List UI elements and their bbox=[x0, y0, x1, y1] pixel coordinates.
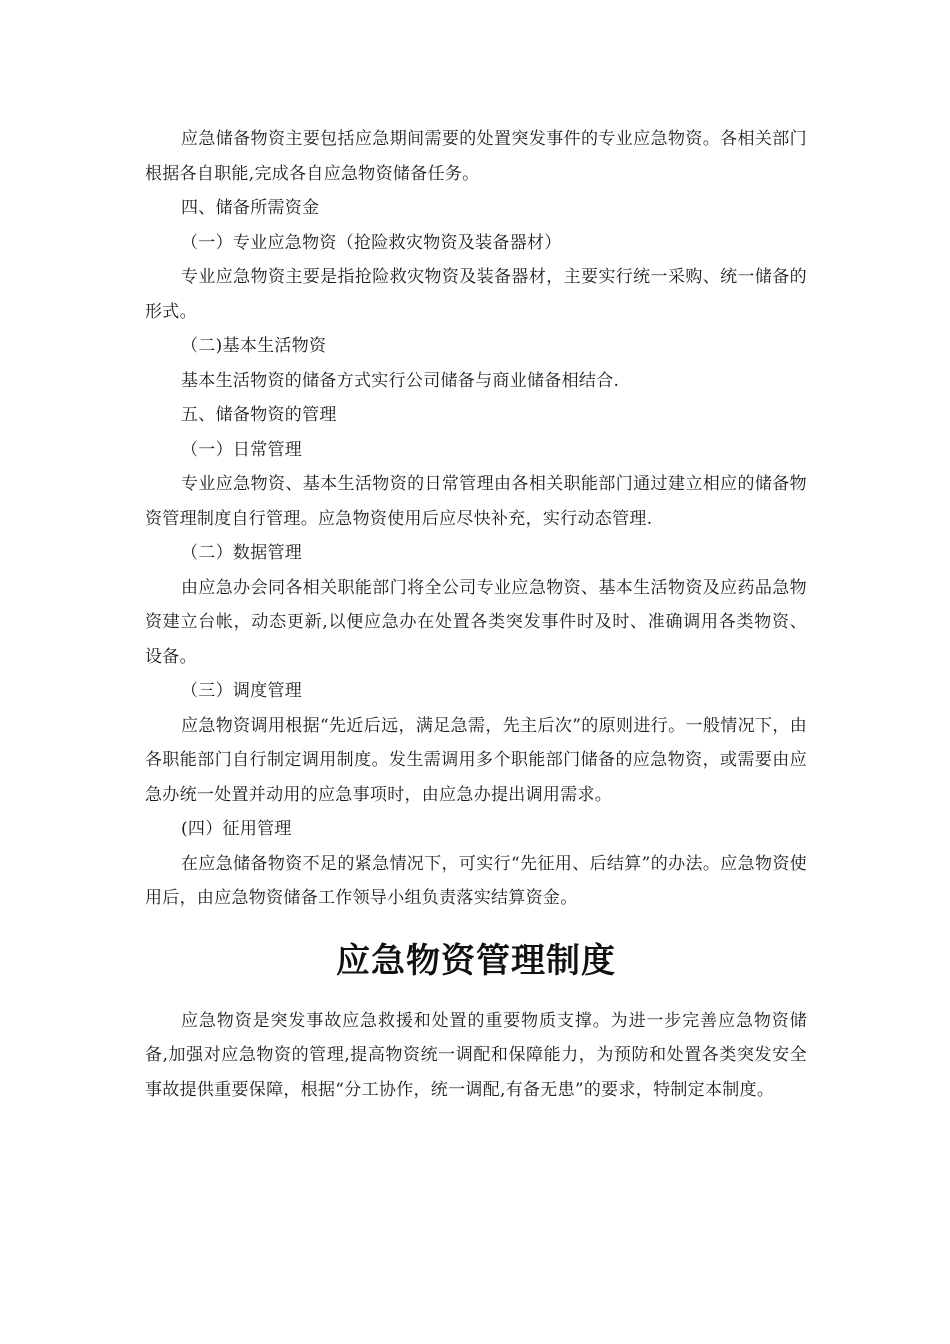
subheading-professional-materials: （一）专业应急物资（抢险救灾物资及装备器材） bbox=[181, 232, 562, 253]
paragraph-dispatch-management: 应急物资调用根据“先近后远，满足急需，先主后次”的原则进行。一般情况下，由各职能部门自行制定调用制度。发生需调用多个职能部门储备的应急物资，或需要由应急办统一处置并动用的应急事项时，由应急办提出调用需求。 bbox=[145, 715, 807, 805]
subheading-daily-management: （一）日常管理 bbox=[181, 439, 303, 460]
section-heading-management: 五、储备物资的管理 bbox=[181, 405, 337, 425]
subheading-data-management: （二）数据管理 bbox=[181, 543, 303, 563]
paragraph-basic-living: 基本生活物资的储备方式实行公司储备与商业储备相结合. bbox=[181, 370, 620, 391]
paragraph-professional-materials: 专业应急物资主要是指抢险救灾物资及装备器材，主要实行统一采购、统一储备的形式。 bbox=[145, 267, 807, 322]
paragraph-requisition-management: 在应急储备物资不足的紧急情况下，可实行“先征用、后结算”的办法。应急物资使用后，由应急物资储备工作领导小组负责落实结算资金。 bbox=[145, 853, 807, 908]
paragraph-intro: 应急物资是突发事故应急救援和处置的重要物质支撑。为进一步完善应急物资储备,加强对应急物资的管理,提高物资统一调配和保障能力，为预防和处置各类突发安全事故提供重要保障，根据“分工协作，统一调配,有备无患”的要求，特制定本制度。 bbox=[145, 1010, 807, 1100]
subheading-requisition-management: (四）征用管理 bbox=[181, 819, 292, 839]
paragraph-reserve-scope: 应急储备物资主要包括应急期间需要的处置突发事件的专业应急物资。各相关部门根据各自职能,完成各自应急物资储备任务。 bbox=[145, 129, 807, 184]
section-heading-funds: 四、储备所需资金 bbox=[181, 198, 320, 218]
paragraph-daily-management: 专业应急物资、基本生活物资的日常管理由各相关职能部门通过建立相应的储备物资管理制度自行管理。应急物资使用后应尽快补充，实行动态管理. bbox=[145, 474, 807, 529]
subheading-basic-living: （二)基本生活物资 bbox=[181, 336, 327, 356]
document-page bbox=[145, 122, 807, 1107]
paragraph-data-management: 由应急办会同各相关职能部门将全公司专业应急物资、基本生活物资及应药品急物资建立台帐，动态更新,以便应急办在处置各类突发事件时及时、准确调用各类物资、设备。 bbox=[145, 577, 807, 667]
document-title: 应急物资管理制度 bbox=[336, 940, 616, 981]
subheading-dispatch-management: （三）调度管理 bbox=[181, 681, 303, 701]
